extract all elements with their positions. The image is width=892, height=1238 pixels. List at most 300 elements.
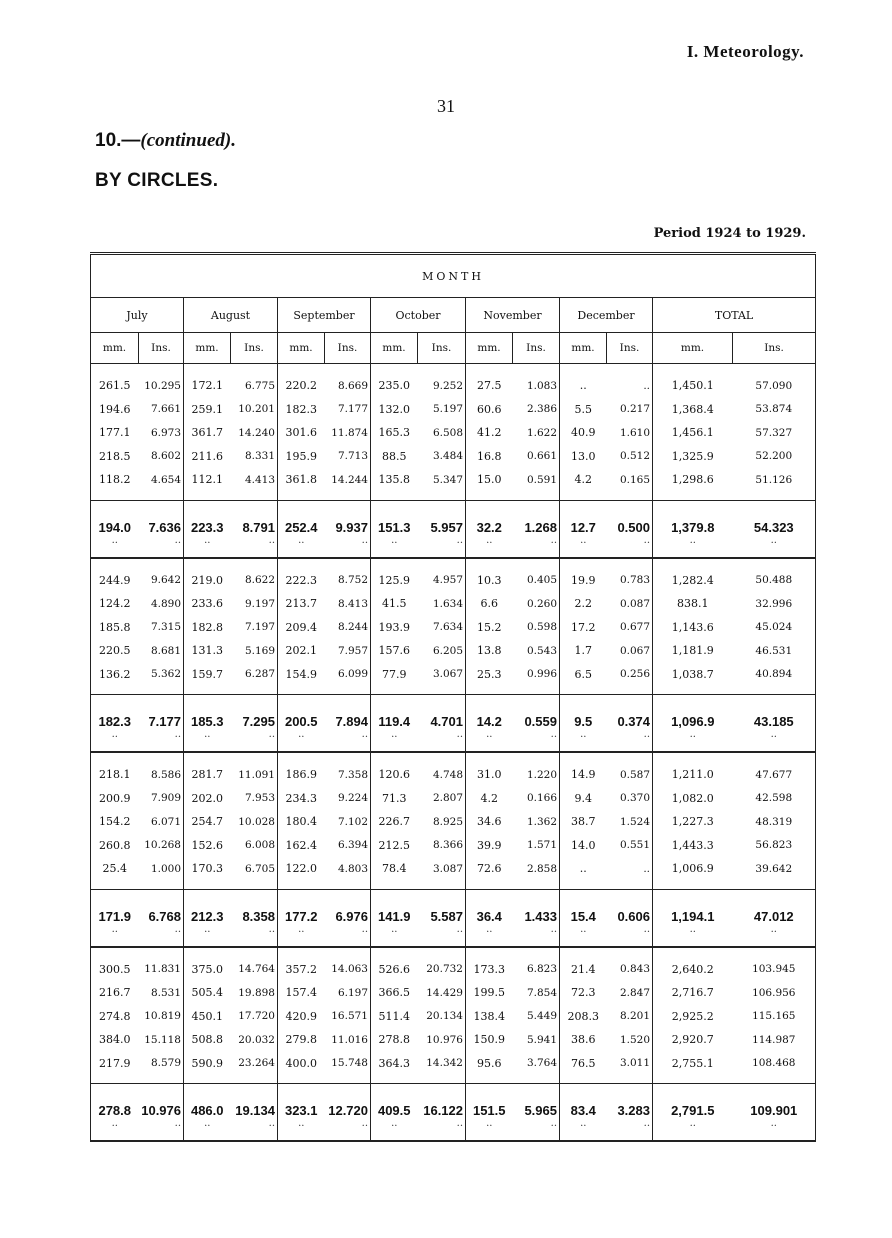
table-cell: 6.287 xyxy=(231,663,278,695)
table-cell: 151.3 xyxy=(371,500,418,535)
table-cell: 4.2 xyxy=(480,791,498,805)
table-cell: 162.4 xyxy=(285,838,317,852)
table-cell: 7.102 xyxy=(325,810,371,834)
table-cell: 15.748 xyxy=(325,1052,371,1084)
table-cell: 505.4 xyxy=(191,986,223,1000)
table-cell: 220.5 xyxy=(99,644,131,658)
table-row xyxy=(91,834,816,858)
table-cell: 0.661 xyxy=(513,445,560,469)
rainfall-table xyxy=(90,252,816,1142)
table-cell: 3.087 xyxy=(418,857,466,889)
table-cell: 43.185 xyxy=(733,695,816,730)
table-cell: 6.5 xyxy=(574,667,592,681)
table-cell: 15.4 xyxy=(560,889,607,924)
table-cell: 6.705 xyxy=(231,857,278,889)
table-cell: 2,920.7 xyxy=(671,1033,714,1047)
table-cell: 486.0 xyxy=(184,1084,231,1119)
table-cell: 185.8 xyxy=(99,620,131,634)
table-cell: 6.775 xyxy=(231,364,278,398)
table-cell: 208.3 xyxy=(567,1009,599,1023)
table-cell: 0.374 xyxy=(607,695,653,730)
table-cell: 42.598 xyxy=(755,792,793,805)
table-cell: 157.4 xyxy=(285,986,317,1000)
table-cell: 3.764 xyxy=(513,1052,560,1084)
table-cell: 157.6 xyxy=(378,644,410,658)
table-cell: 7.177 xyxy=(325,398,371,422)
table-cell: .. xyxy=(371,729,418,752)
table-cell: 10.268 xyxy=(139,834,184,858)
table-cell: .. xyxy=(579,379,587,393)
table-cell: 19.9 xyxy=(571,573,596,587)
table-cell: .. xyxy=(278,729,325,752)
table-cell: 6.976 xyxy=(325,889,371,924)
table-cell: .. xyxy=(513,924,560,947)
table-cell: 260.8 xyxy=(99,838,131,852)
table-cell: 173.3 xyxy=(473,962,505,976)
table-cell: 88.5 xyxy=(382,449,407,463)
table-cell: 11.831 xyxy=(139,947,184,982)
table-cell: 0.551 xyxy=(607,834,653,858)
table-row xyxy=(91,810,816,834)
table-cell: 400.0 xyxy=(285,1056,317,1070)
table-cell: 366.5 xyxy=(378,986,410,1000)
table-cell: 151.5 xyxy=(466,1084,513,1119)
table-cell: 194.6 xyxy=(99,402,131,416)
table-cell: 194.0 xyxy=(91,500,139,535)
table-cell: .. xyxy=(466,729,513,752)
table-cell: .. xyxy=(579,862,587,876)
table-cell: 106.956 xyxy=(752,986,796,999)
table-cell: 40.9 xyxy=(571,426,596,440)
table-cell: 1,006.9 xyxy=(671,862,714,876)
table-cell: 0.405 xyxy=(513,558,560,593)
table-cell: 450.1 xyxy=(191,1009,223,1023)
table-cell: 200.9 xyxy=(99,791,131,805)
table-cell: 361.8 xyxy=(285,473,317,487)
table-cell: 172.1 xyxy=(191,379,223,393)
table-cell: 152.6 xyxy=(191,838,223,852)
table-row xyxy=(91,445,816,469)
unit-header-mm: mm. xyxy=(560,333,607,364)
table-cell: 364.3 xyxy=(378,1056,410,1070)
table-cell: 6.071 xyxy=(139,810,184,834)
table-cell: 0.591 xyxy=(513,468,560,500)
table-cell: .. xyxy=(607,924,653,947)
table-cell: 180.4 xyxy=(285,815,317,829)
table-cell: 165.3 xyxy=(378,426,410,440)
table-cell: 2,640.2 xyxy=(671,962,714,976)
unit-header-ins: Ins. xyxy=(513,333,560,364)
table-cell: .. xyxy=(391,1118,398,1129)
table-cell: 1,227.3 xyxy=(671,815,714,829)
table-cell: 185.3 xyxy=(184,695,231,730)
table-cell: .. xyxy=(560,924,607,947)
table-cell: 36.4 xyxy=(466,889,513,924)
table-cell: .. xyxy=(607,857,653,889)
table-row xyxy=(91,558,816,593)
table-cell: 20.134 xyxy=(418,1005,466,1029)
table-cell: 11.874 xyxy=(325,421,371,445)
table-cell: .. xyxy=(607,364,653,398)
table-cell: 2.807 xyxy=(418,787,466,811)
table-cell: 1,379.8 xyxy=(653,500,733,535)
table-cell: 254.7 xyxy=(191,815,223,829)
table-cell: 0.217 xyxy=(607,398,653,422)
table-cell: 7.358 xyxy=(325,752,371,787)
table-cell: 10.295 xyxy=(139,364,184,398)
table-cell: 182.3 xyxy=(285,402,317,416)
unit-header-mm: mm. xyxy=(653,333,733,364)
table-row xyxy=(91,398,816,422)
table-cell: .. xyxy=(231,535,278,558)
table-cell: .. xyxy=(325,924,371,947)
table-cell: 1,096.9 xyxy=(653,695,733,730)
month-header-november: November xyxy=(466,298,560,333)
table-cell: 1.610 xyxy=(607,421,653,445)
average-row xyxy=(91,889,816,924)
table-cell: 45.024 xyxy=(755,621,793,634)
table-row xyxy=(91,468,816,500)
table-cell: 0.165 xyxy=(607,468,653,500)
table-cell: 27.5 xyxy=(477,379,502,393)
table-cell: 2,755.1 xyxy=(671,1056,714,1070)
table-cell: .. xyxy=(298,1118,305,1129)
table-cell: 8.358 xyxy=(231,889,278,924)
table-cell: 0.677 xyxy=(607,616,653,640)
table-cell: 154.2 xyxy=(99,815,131,829)
unit-header-ins: Ins. xyxy=(418,333,466,364)
table-cell: 9.5 xyxy=(560,695,607,730)
dots-row xyxy=(91,535,816,558)
table-number xyxy=(95,130,236,152)
table-cell: .. xyxy=(418,1118,466,1141)
table-cell: 375.0 xyxy=(191,962,223,976)
unit-header-ins: Ins. xyxy=(607,333,653,364)
table-cell: 177.2 xyxy=(278,889,325,924)
table-number-label: 10.— xyxy=(95,130,141,151)
table-cell: 7.957 xyxy=(325,639,371,663)
table-cell: .. xyxy=(733,535,816,558)
table-cell: 1,038.7 xyxy=(671,667,714,681)
table-row xyxy=(91,592,816,616)
table-cell: 0.843 xyxy=(607,947,653,982)
table-cell: 0.543 xyxy=(513,639,560,663)
table-row xyxy=(91,1028,816,1052)
table-cell: .. xyxy=(139,1118,184,1141)
table-cell: 6.008 xyxy=(231,834,278,858)
table-cell: .. xyxy=(513,729,560,752)
table-cell: 14.764 xyxy=(231,947,278,982)
table-cell: 10.819 xyxy=(139,1005,184,1029)
table-cell: 9.197 xyxy=(231,592,278,616)
table-cell: 1,298.6 xyxy=(671,473,714,487)
table-cell: 14.240 xyxy=(231,421,278,445)
table-cell: 20.732 xyxy=(418,947,466,982)
table-cell: 7.634 xyxy=(418,616,466,640)
table-cell: 1.7 xyxy=(574,644,592,658)
table-cell: 115.165 xyxy=(752,1010,796,1023)
table-cell: .. xyxy=(689,1118,696,1129)
table-cell: 8.579 xyxy=(139,1052,184,1084)
table-cell: 4.2 xyxy=(574,473,592,487)
table-cell: 57.090 xyxy=(755,379,793,392)
table-cell: 1.524 xyxy=(607,810,653,834)
table-cell: 1,181.9 xyxy=(671,644,714,658)
month-group-header: MONTH xyxy=(91,254,816,298)
table-cell: .. xyxy=(371,924,418,947)
table-cell: 47.012 xyxy=(733,889,816,924)
table-cell: 195.9 xyxy=(285,449,317,463)
table-cell: 252.4 xyxy=(278,500,325,535)
table-cell: 1.571 xyxy=(513,834,560,858)
table-cell: .. xyxy=(607,1118,653,1141)
table-cell: .. xyxy=(513,535,560,558)
table-cell: .. xyxy=(486,1118,493,1129)
table-cell: 278.8 xyxy=(378,1033,410,1047)
table-cell: 278.8 xyxy=(91,1084,139,1119)
table-cell: 3.067 xyxy=(418,663,466,695)
table-cell: 46.531 xyxy=(755,644,793,657)
unit-header-ins: Ins. xyxy=(733,333,816,364)
table-cell: 235.0 xyxy=(378,379,410,393)
rainfall-table-wrapper xyxy=(90,252,815,1142)
table-cell: 16.8 xyxy=(477,449,502,463)
table-cell: 0.559 xyxy=(513,695,560,730)
table-cell: 138.4 xyxy=(473,1009,505,1023)
table-row xyxy=(91,364,816,398)
table-cell: 6.973 xyxy=(139,421,184,445)
table-cell: .. xyxy=(325,1118,371,1141)
unit-header-ins: Ins. xyxy=(139,333,184,364)
table-cell: 1,443.3 xyxy=(671,838,714,852)
table-body xyxy=(91,364,816,1142)
table-cell: .. xyxy=(231,1118,278,1141)
table-cell: 223.3 xyxy=(184,500,231,535)
table-cell: 38.7 xyxy=(571,815,596,829)
table-cell: 12.720 xyxy=(325,1084,371,1119)
table-cell: 244.9 xyxy=(99,573,131,587)
table-cell: 0.256 xyxy=(607,663,653,695)
table-cell: .. xyxy=(418,924,466,947)
table-cell: 56.823 xyxy=(755,839,793,852)
table-cell: 1.083 xyxy=(513,364,560,398)
table-cell: 213.7 xyxy=(285,597,317,611)
table-cell: 83.4 xyxy=(560,1084,607,1119)
table-cell: 234.3 xyxy=(285,791,317,805)
table-cell: 1.362 xyxy=(513,810,560,834)
table-cell: 0.500 xyxy=(607,500,653,535)
table-cell: 15.118 xyxy=(139,1028,184,1052)
table-cell: 8.413 xyxy=(325,592,371,616)
table-cell: 71.3 xyxy=(382,791,407,805)
table-cell: 409.5 xyxy=(371,1084,418,1119)
table-cell: 5.449 xyxy=(513,1005,560,1029)
table-cell: 6.6 xyxy=(480,597,498,611)
table-cell: 32.2 xyxy=(466,500,513,535)
table-cell: .. xyxy=(733,729,816,752)
table-cell: 1,450.1 xyxy=(671,379,714,393)
table-cell: 10.976 xyxy=(139,1084,184,1119)
table-cell: 8.366 xyxy=(418,834,466,858)
table-cell: 1,194.1 xyxy=(653,889,733,924)
table-cell: 14.9 xyxy=(571,768,596,782)
table-cell: .. xyxy=(733,924,816,947)
table-cell: .. xyxy=(91,924,139,947)
table-row xyxy=(91,1052,816,1084)
table-cell: 57.327 xyxy=(755,426,793,439)
table-cell: 384.0 xyxy=(99,1033,131,1047)
table-cell: 14.429 xyxy=(418,981,466,1005)
table-cell: 50.488 xyxy=(755,574,793,587)
table-cell: 0.370 xyxy=(607,787,653,811)
table-cell: 7.661 xyxy=(139,398,184,422)
table-cell: 1.000 xyxy=(139,857,184,889)
table-cell: 118.2 xyxy=(99,473,131,487)
table-cell: 0.067 xyxy=(607,639,653,663)
table-cell: 13.0 xyxy=(571,449,596,463)
table-cell: 6.394 xyxy=(325,834,371,858)
table-cell: 2,716.7 xyxy=(671,986,714,1000)
units-row xyxy=(91,333,816,364)
table-cell: 8.669 xyxy=(325,364,371,398)
table-cell: 9.4 xyxy=(574,791,592,805)
table-cell: 8.244 xyxy=(325,616,371,640)
table-cell: 0.783 xyxy=(607,558,653,593)
table-cell: 9.252 xyxy=(418,364,466,398)
month-header-october: October xyxy=(371,298,466,333)
table-cell: 212.5 xyxy=(378,838,410,852)
table-cell: 76.5 xyxy=(571,1056,596,1070)
table-cell: 48.319 xyxy=(755,815,793,828)
table-cell: 154.9 xyxy=(285,667,317,681)
table-cell: 16.122 xyxy=(418,1084,466,1119)
table-cell: .. xyxy=(607,535,653,558)
month-header-september: September xyxy=(278,298,371,333)
table-cell: 5.965 xyxy=(513,1084,560,1119)
table-cell: .. xyxy=(231,924,278,947)
continued-label: (continued). xyxy=(140,130,236,151)
table-cell: .. xyxy=(560,535,607,558)
table-cell: .. xyxy=(418,535,466,558)
table-cell: 220.2 xyxy=(285,379,317,393)
table-cell: 7.315 xyxy=(139,616,184,640)
table-cell: 20.032 xyxy=(231,1028,278,1052)
table-row xyxy=(91,752,816,787)
table-cell: 182.8 xyxy=(191,620,223,634)
table-cell: 5.197 xyxy=(418,398,466,422)
table-cell: 5.362 xyxy=(139,663,184,695)
table-cell: 590.9 xyxy=(191,1056,223,1070)
table-cell: 7.636 xyxy=(139,500,184,535)
table-cell: 5.587 xyxy=(418,889,466,924)
table-cell: 361.7 xyxy=(191,426,223,440)
table-cell: 2,925.2 xyxy=(671,1009,714,1023)
table-cell: 511.4 xyxy=(378,1009,410,1023)
table-cell: .. xyxy=(466,924,513,947)
table-row xyxy=(91,1005,816,1029)
table-cell: 1.634 xyxy=(418,592,466,616)
table-cell: 0.260 xyxy=(513,592,560,616)
table-cell: 108.468 xyxy=(752,1057,796,1070)
average-row xyxy=(91,1084,816,1119)
table-cell: 526.6 xyxy=(378,962,410,976)
table-cell: 10.201 xyxy=(231,398,278,422)
table-cell: 259.1 xyxy=(191,402,223,416)
table-cell: 281.7 xyxy=(191,768,223,782)
table-cell: 109.901 xyxy=(733,1084,816,1119)
table-cell: 7.295 xyxy=(231,695,278,730)
table-cell: 4.890 xyxy=(139,592,184,616)
table-cell: .. xyxy=(204,1118,211,1129)
table-cell: 16.571 xyxy=(325,1005,371,1029)
table-cell: .. xyxy=(770,1118,777,1129)
table-cell: 200.5 xyxy=(278,695,325,730)
table-cell: .. xyxy=(513,1118,560,1141)
table-cell: 131.3 xyxy=(191,644,223,658)
table-cell: 141.9 xyxy=(371,889,418,924)
table-cell: 300.5 xyxy=(99,962,131,976)
table-cell: 41.5 xyxy=(382,597,407,611)
table-cell: 10.028 xyxy=(231,810,278,834)
table-cell: .. xyxy=(607,729,653,752)
table-cell: 19.898 xyxy=(231,981,278,1005)
table-row xyxy=(91,981,816,1005)
table-cell: 0.166 xyxy=(513,787,560,811)
table-cell: 219.0 xyxy=(191,573,223,587)
table-cell: 2,791.5 xyxy=(653,1084,733,1119)
table-cell: 15.0 xyxy=(477,473,502,487)
table-cell: 77.9 xyxy=(382,667,407,681)
period-label: Period 1924 to 1929. xyxy=(653,226,806,241)
table-cell: 14.342 xyxy=(418,1052,466,1084)
table-cell: 52.200 xyxy=(755,450,793,463)
table-cell: 78.4 xyxy=(382,862,407,876)
table-row xyxy=(91,639,816,663)
table-cell: 150.9 xyxy=(473,1033,505,1047)
table-cell: 72.6 xyxy=(477,862,502,876)
table-cell: 14.244 xyxy=(325,468,371,500)
table-cell: 95.6 xyxy=(477,1056,502,1070)
table-cell: 222.3 xyxy=(285,573,317,587)
table-cell: 15.2 xyxy=(477,620,502,634)
table-cell: 6.099 xyxy=(325,663,371,695)
table-cell: 508.8 xyxy=(191,1033,223,1047)
page-number: 31 xyxy=(437,96,455,116)
table-cell: .. xyxy=(653,535,733,558)
month-header-july: July xyxy=(91,298,184,333)
month-header-december: December xyxy=(560,298,653,333)
table-cell: 23.264 xyxy=(231,1052,278,1084)
table-row xyxy=(91,947,816,982)
section-heading: I. Meteorology. xyxy=(686,42,804,61)
table-cell: .. xyxy=(560,729,607,752)
table-cell: 25.4 xyxy=(102,862,127,876)
table-cell: 5.941 xyxy=(513,1028,560,1052)
table-cell: 8.331 xyxy=(231,445,278,469)
table-cell: .. xyxy=(231,729,278,752)
table-cell: 3.283 xyxy=(607,1084,653,1119)
table-cell: 1,368.4 xyxy=(671,402,714,416)
dots-row xyxy=(91,1118,816,1141)
table-cell: 60.6 xyxy=(477,402,502,416)
table-cell: 209.4 xyxy=(285,620,317,634)
table-cell: 11.091 xyxy=(231,752,278,787)
table-cell: 202.0 xyxy=(191,791,223,805)
table-cell: .. xyxy=(653,924,733,947)
table-cell: 9.224 xyxy=(325,787,371,811)
table-cell: 170.3 xyxy=(191,862,223,876)
table-cell: 8.925 xyxy=(418,810,466,834)
